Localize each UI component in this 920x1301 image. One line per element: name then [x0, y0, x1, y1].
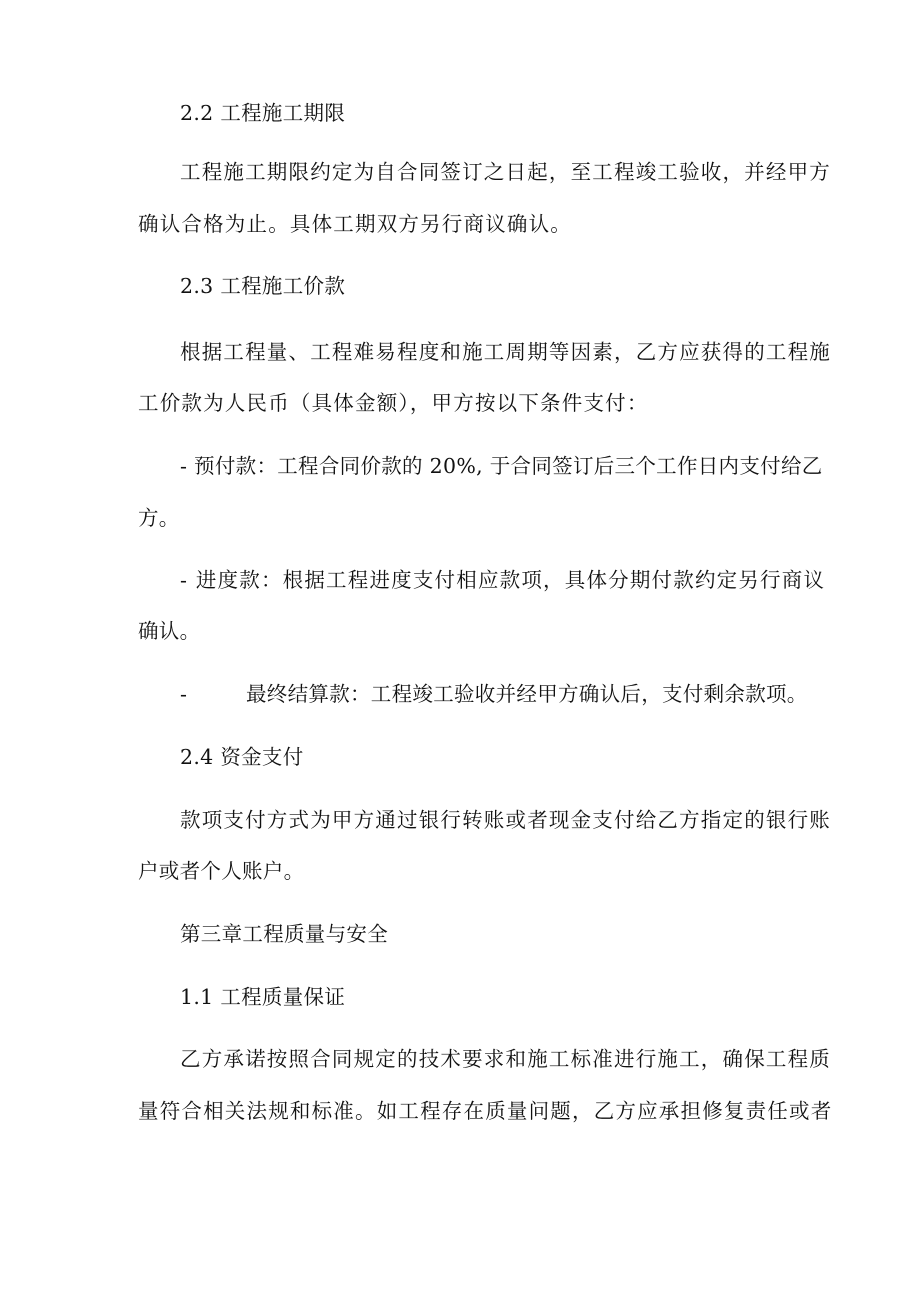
paragraph-line: 量符合相关法规和标准。如工程存在质量问题，乙方应承担修复责任或者: [138, 1099, 833, 1123]
section-heading-1-1: 1.1 工程质量保证: [180, 985, 346, 1009]
chapter-heading: 第三章工程质量与安全: [180, 922, 388, 946]
section-heading-2-2: 2.2 工程施工期限: [180, 101, 346, 125]
list-item-advance-payment: - 预付款：工程合同价款的 20%, 于合同签订后三个工作日内支付给乙: [180, 454, 823, 478]
list-bullet: -: [180, 682, 188, 706]
section-heading-2-3: 2.3 工程施工价款: [180, 274, 346, 298]
paragraph-line: 乙方承诺按照合同规定的技术要求和施工标准进行施工，确保工程质: [180, 1047, 831, 1071]
paragraph-line: 确认合格为止。具体工期双方另行商议确认。: [138, 212, 572, 236]
section-heading-2-4: 2.4 资金支付: [180, 745, 304, 769]
paragraph-line: 根据工程量、工程难易程度和施工周期等因素，乙方应获得的工程施: [180, 340, 831, 364]
paragraph-line: 款项支付方式为甲方通过银行转账或者现金支付给乙方指定的银行账: [180, 808, 831, 832]
list-item-final-payment: 最终结算款：工程竣工验收并经甲方确认后，支付剩余款项。: [246, 682, 808, 706]
list-item-progress-payment: - 进度款：根据工程进度支付相应款项，具体分期付款约定另行商议: [180, 568, 826, 592]
paragraph-line: 户或者个人账户。: [138, 859, 305, 883]
paragraph-line: 确认。: [138, 619, 201, 643]
paragraph-line: 工价款为人民币（具体金额），甲方按以下条件支付：: [138, 391, 649, 415]
paragraph-line: 方。: [138, 506, 180, 530]
paragraph-line: 工程施工期限约定为自合同签订之日起，至工程竣工验收，并经甲方: [180, 160, 831, 184]
